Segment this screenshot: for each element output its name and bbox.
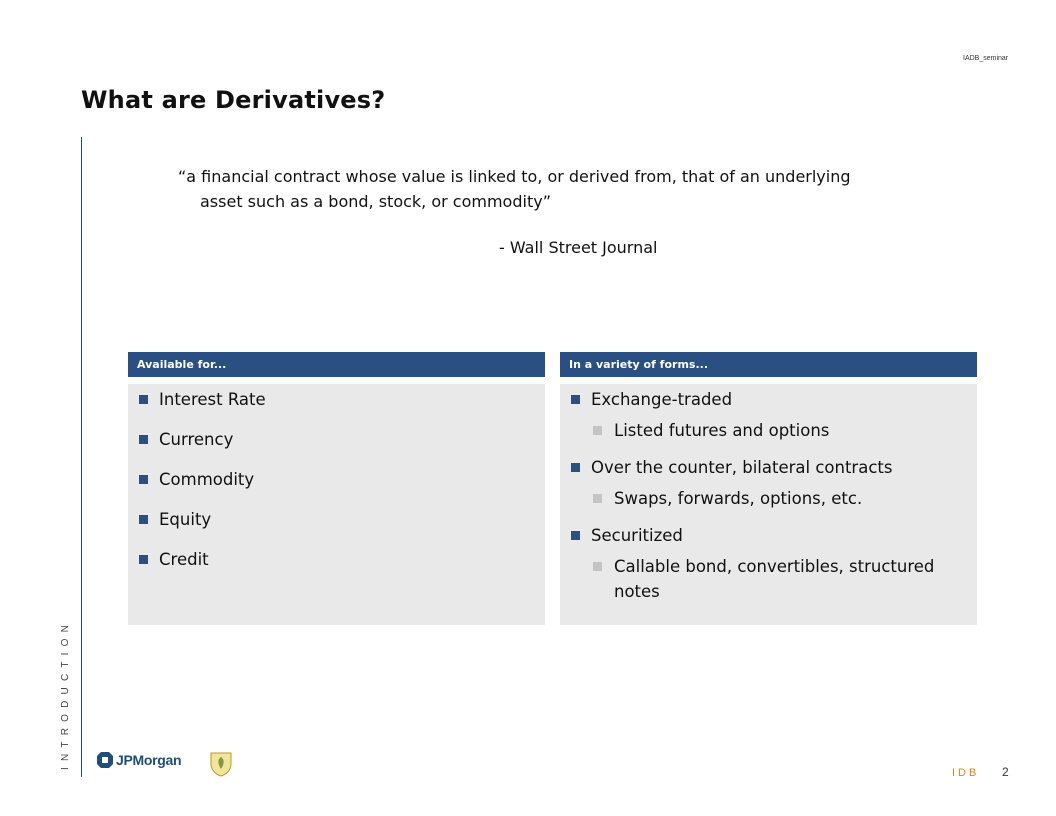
right-panel <box>560 384 977 625</box>
list-group <box>560 457 957 511</box>
list-item: Over the counter, bilateral contracts <box>560 457 957 479</box>
left-panel-list <box>128 384 545 571</box>
sub-list-item: Listed futures and options <box>560 418 957 443</box>
definition-quote <box>178 164 938 214</box>
octagon-logo-icon <box>96 751 114 769</box>
right-panel-heading: In a variety of forms... <box>560 352 977 377</box>
jpmorgan-logo <box>96 751 181 769</box>
vertical-divider <box>81 137 82 777</box>
quote-line-1: “a financial contract whose value is linked to, or derived from, that of an underlying <box>178 167 851 186</box>
shield-icon <box>210 751 232 777</box>
list-item: Credit <box>128 549 545 571</box>
list-item: Interest Rate <box>128 389 545 411</box>
logo-text: JPMorgan <box>116 752 182 768</box>
section-label: INTRODUCTION <box>60 618 71 770</box>
quote-line-2: asset such as a bond, stock, or commodity” <box>200 192 551 211</box>
page-number: 2 <box>1002 765 1009 779</box>
list-item: Equity <box>128 509 545 531</box>
list-item: Exchange-traded <box>560 389 957 411</box>
sub-list-item: Callable bond, convertibles, structured notes <box>560 554 957 604</box>
sub-list-item: Swaps, forwards, options, etc. <box>560 486 957 511</box>
page-title: What are Derivatives? <box>81 86 386 114</box>
crest-logo <box>210 751 232 781</box>
left-panel-heading: Available for... <box>128 352 545 377</box>
list-group <box>560 389 957 443</box>
document-tag: IADB_seminar <box>963 55 1009 62</box>
left-panel <box>128 384 545 625</box>
footer-tag: IDB <box>952 767 980 779</box>
list-item: Commodity <box>128 469 545 491</box>
list-group <box>560 525 957 604</box>
quote-attribution: - Wall Street Journal <box>499 238 658 257</box>
right-panel-list <box>560 384 977 604</box>
list-item: Currency <box>128 429 545 451</box>
list-item: Securitized <box>560 525 957 547</box>
